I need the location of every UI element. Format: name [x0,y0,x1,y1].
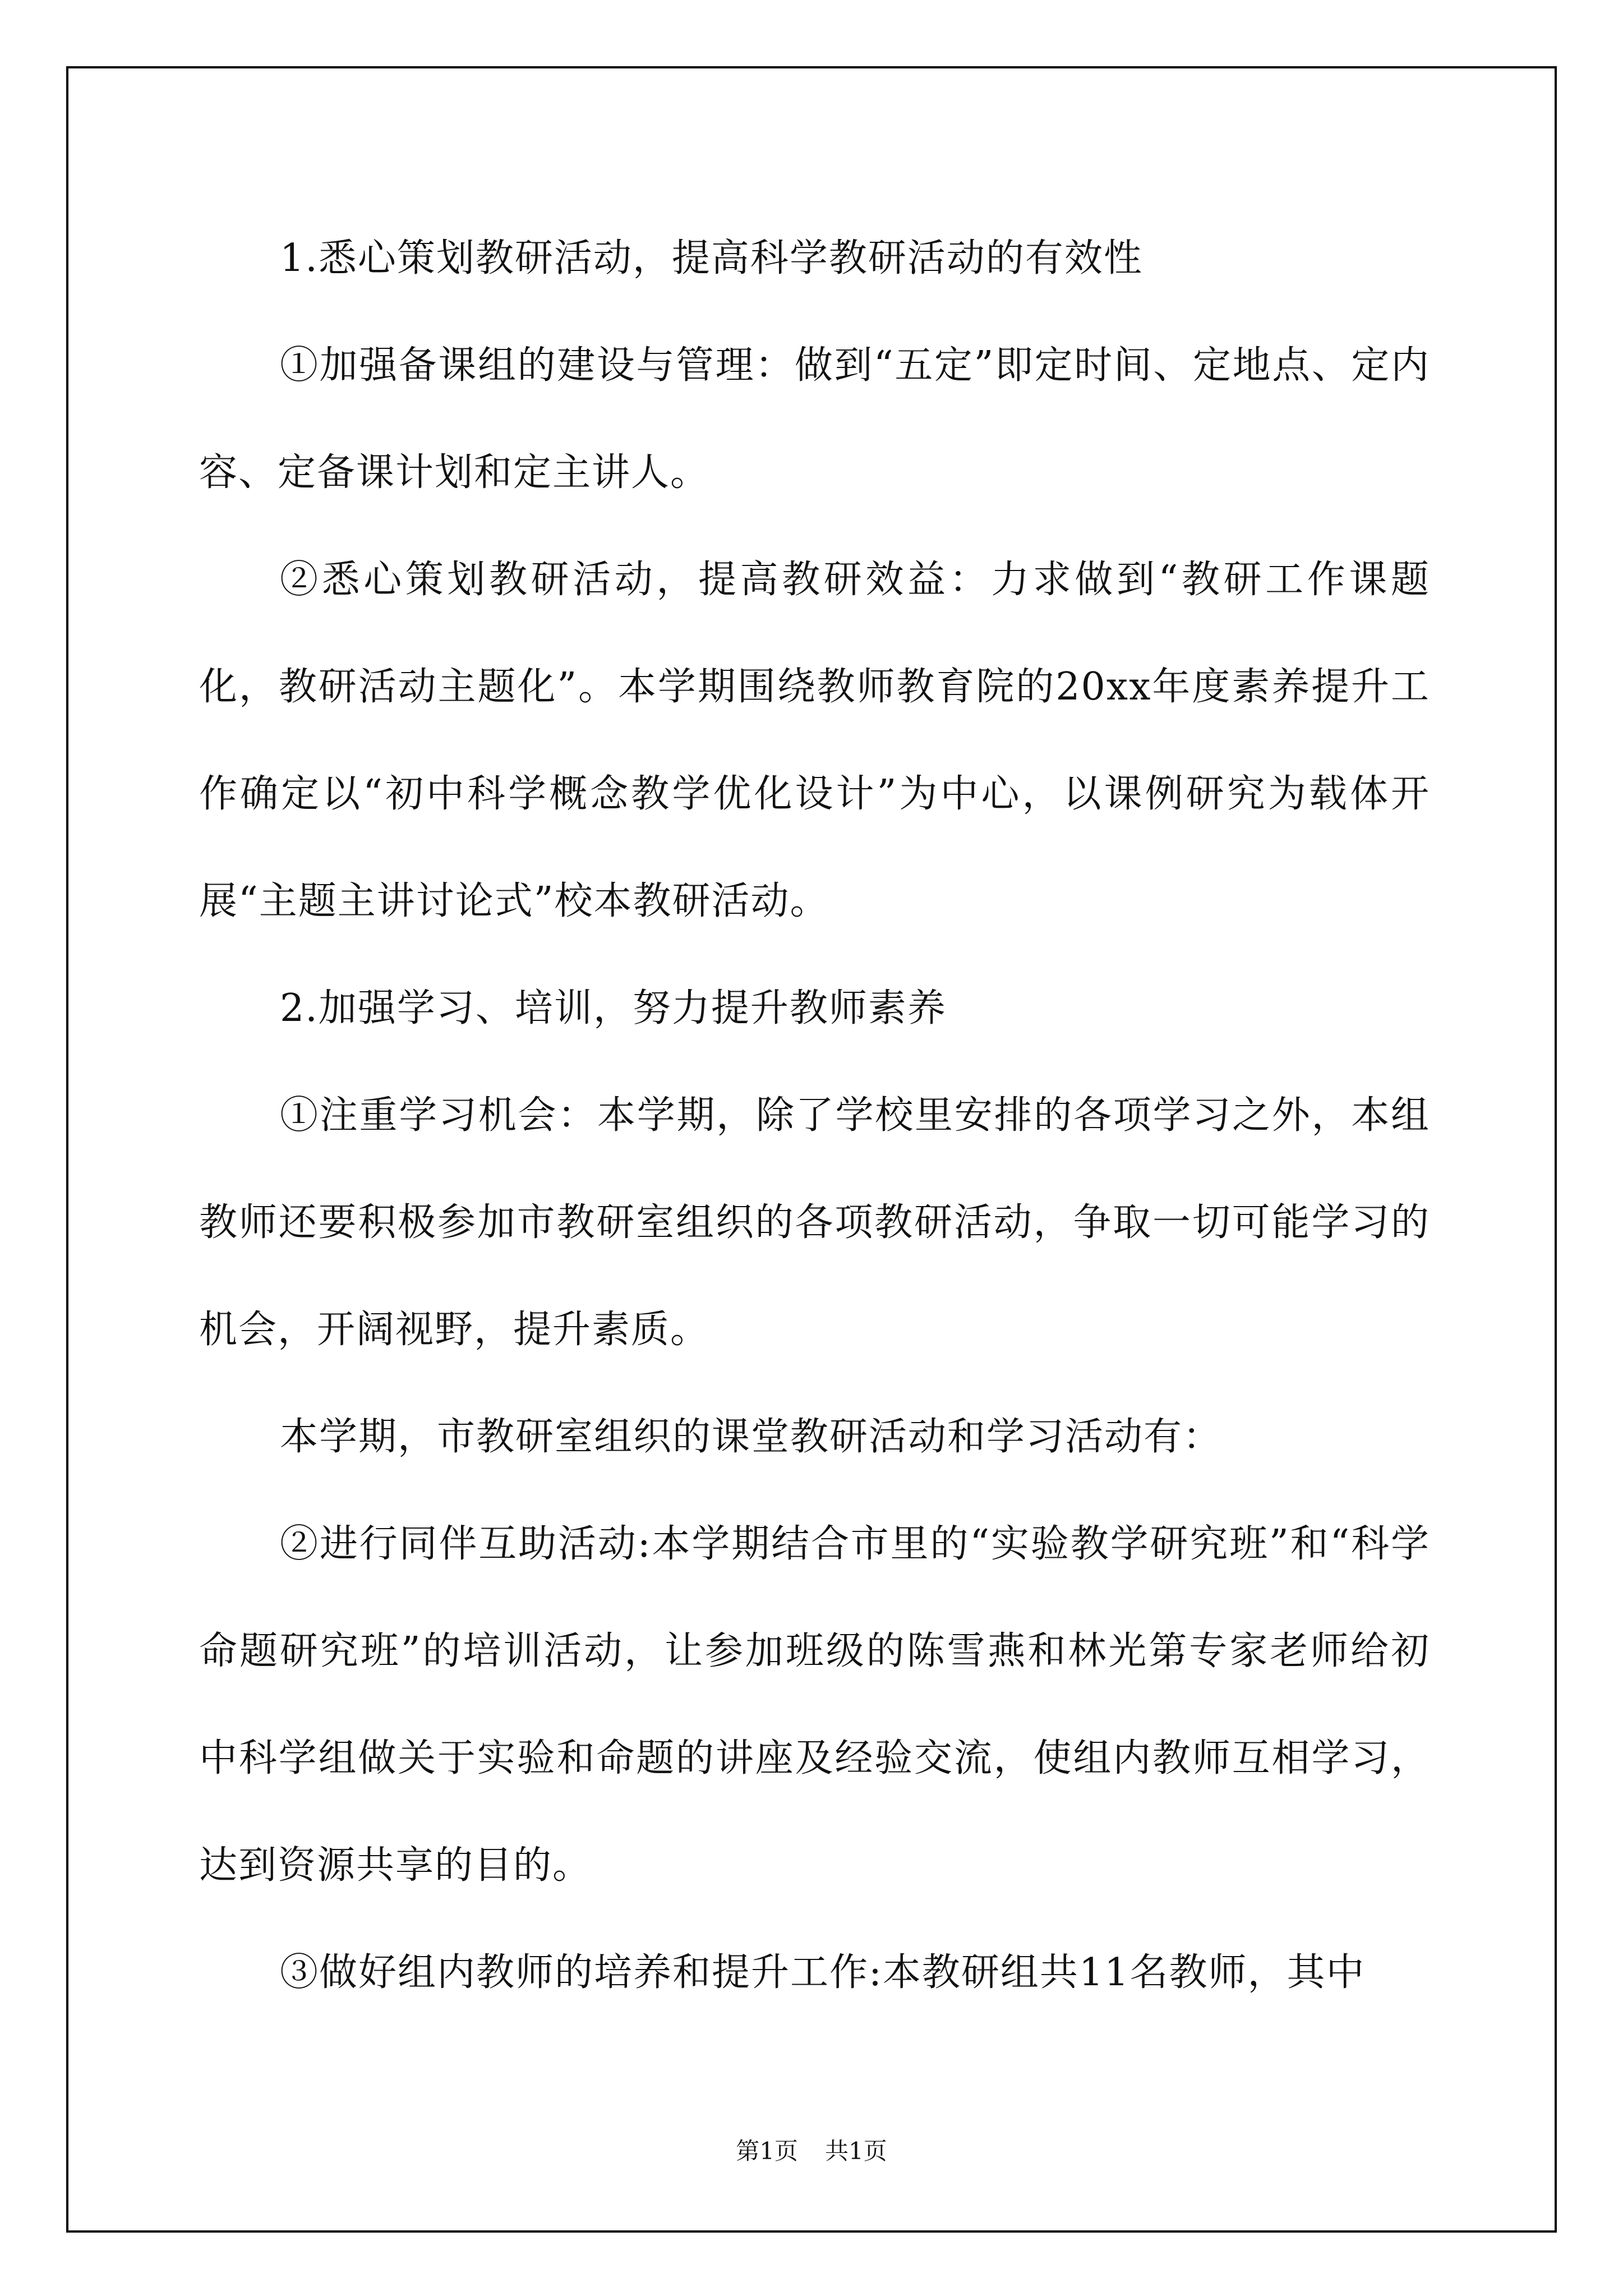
paragraph: ①加强备课组的建设与管理：做到“五定”即定时间、定地点、定内容、定备课计划和定主讲人。 [199,343,1430,495]
paragraph: ②进行同伴互助活动:本学期结合市里的“实验教学研究班”和“科学命题研究班”的培训活动，让参加班级的陈雪燕和林光第专家老师给初中科学组做关于实验和命题的讲座及经验交流，使组内教师互相学习，达到资源共享的目的。 [199,1522,1431,1888]
paragraph: 本学期，市教研室组织的课堂教研活动和学习活动有： [280,1415,1223,1459]
paragraph-heading-1: 1.悉心策划教研活动，提高科学教研活动的有效性 [280,236,1143,280]
page-footer [0,2133,1623,2166]
page-number-current: 第1页 [736,2137,798,2165]
paragraph: ②悉心策划教研活动，提高教研效益：力求做到“教研工作课题化，教研活动主题化”。本学期围绕教师教育院的20xx年度素养提升工作确定以“初中科学概念教学优化设计”为中心，以课例研究为载体开展“主题主讲讨论式”校本教研活动。 [199,558,1430,923]
document-body [199,205,1430,2026]
paragraph: ③做好组内教师的培养和提升工作:本教研组共11名教师，其中 [280,1950,1366,1995]
page-number-total: 共1页 [825,2137,887,2165]
paragraph: ①注重学习机会：本学期，除了学校里安排的各项学习之外，本组教师还要积极参加市教研室组织的各项教研活动，争取一切可能学习的机会，开阔视野，提升素质。 [199,1093,1430,1352]
paragraph-heading-2: 2.加强学习、培训，努力提升教师素养 [280,986,947,1030]
